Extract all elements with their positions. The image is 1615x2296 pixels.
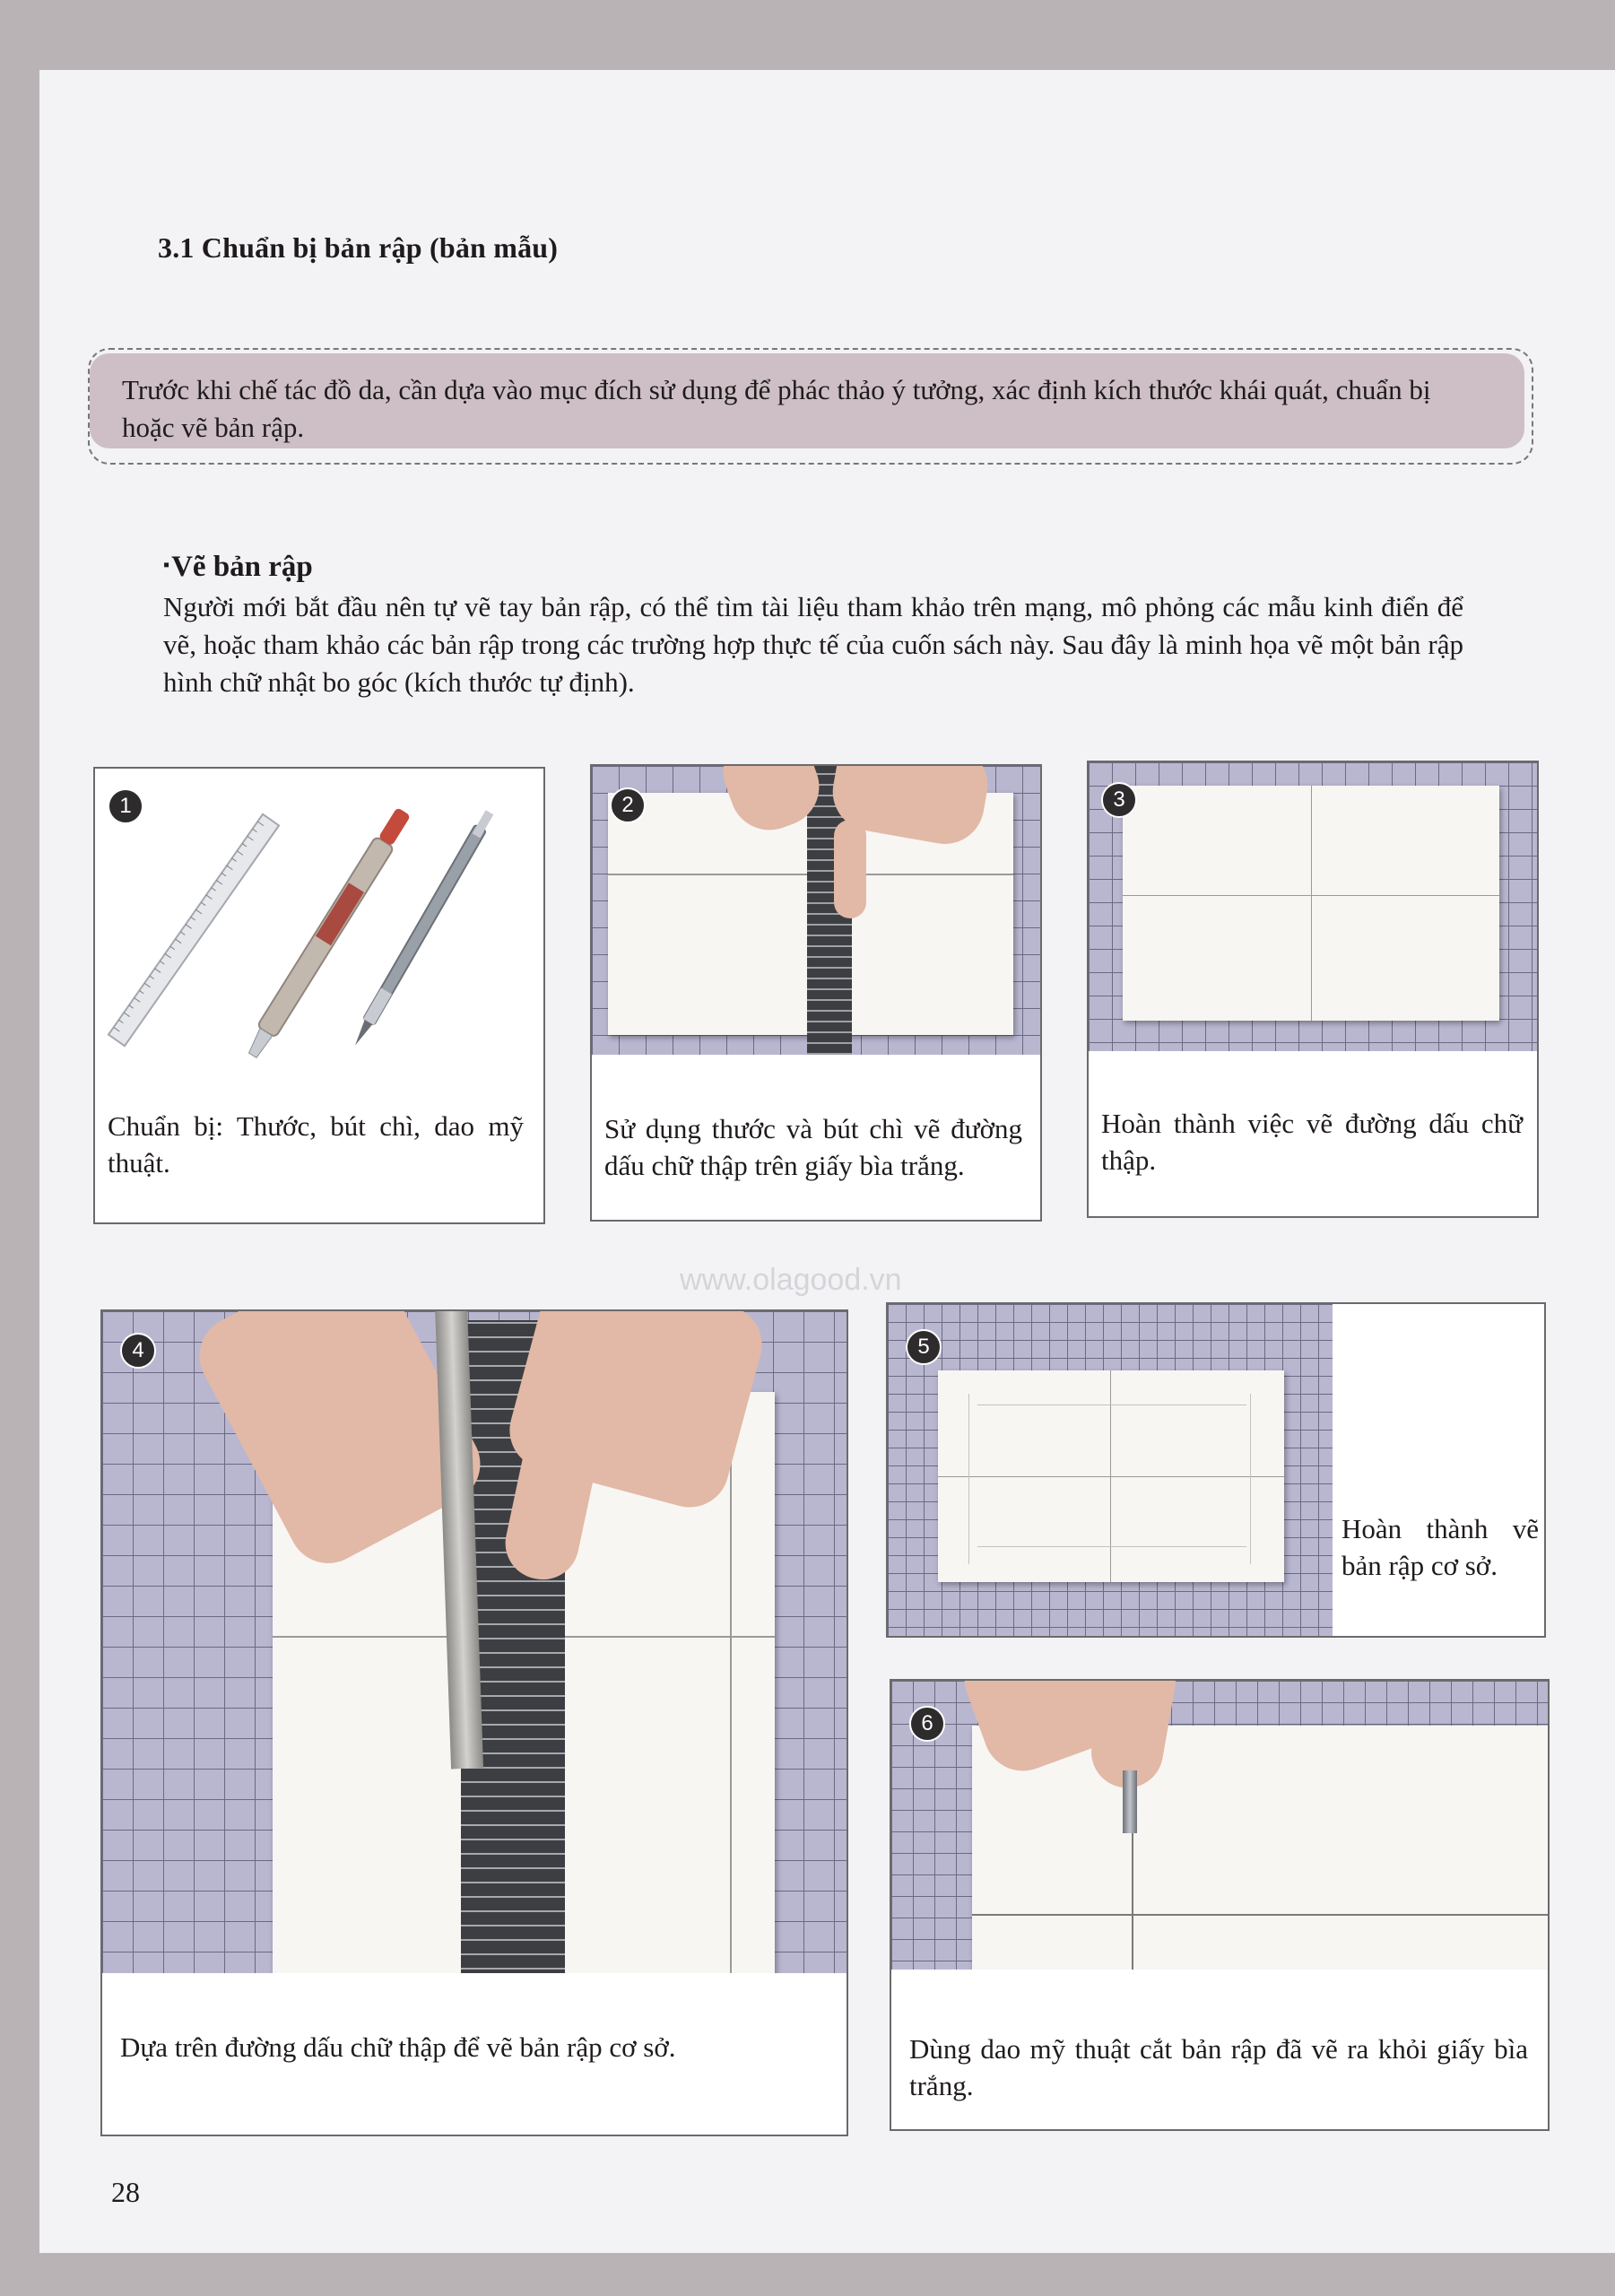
page-number: 28 — [111, 2176, 140, 2208]
note-text: Trước khi chế tác đồ da, cần dựa vào mục đích sử dụng để phác thảo ý tưởng, xác định kích thước khái quát, chuẩn bị hoặc vẽ bản rập. — [122, 374, 1431, 443]
step-5-card — [886, 1302, 1546, 1638]
step-5-number: 5 — [906, 1329, 942, 1365]
watermark: www.olagood.vn — [680, 1263, 902, 1297]
step-3-card — [1087, 761, 1539, 1218]
step-5-photo — [888, 1304, 1333, 1636]
step-6-number: 6 — [909, 1706, 945, 1742]
step-4-photo — [102, 1311, 847, 1973]
step-3-photo — [1089, 762, 1537, 1051]
step-3-caption: Hoàn thành việc vẽ đường dấu chữ thập. — [1101, 1108, 1523, 1176]
subsection-heading-text: Vẽ bản rập — [171, 551, 313, 583]
step-2-caption: Sử dụng thước và bút chì vẽ đường dấu chữ thập trên giấy bìa trắng. — [604, 1113, 1022, 1181]
step-2-card — [590, 764, 1042, 1222]
step-2-photo — [592, 766, 1040, 1055]
subsection-body: Người mới bắt đầu nên tự vẽ tay bản rập, có thể tìm tài liệu tham khảo trên mạng, mô phỏng các mẫu kinh điển để vẽ, hoặc tham khảo các bản rập trong các trường hợp thực tế của cuốn sách này. Sau đây là minh họa vẽ một bản rập hình chữ nhật bo góc (kích thước tự định). — [163, 591, 1463, 698]
step-4-caption: Dựa trên đường dấu chữ thập để vẽ bản rập cơ sở. — [120, 2031, 676, 2063]
step-1-caption: Chuẩn bị: Thước, bút chì, dao mỹ thuật. — [108, 1110, 524, 1178]
step-2-number: 2 — [610, 787, 646, 823]
step-1-number: 1 — [108, 788, 143, 824]
step-4-card — [100, 1309, 848, 2136]
square-bullet-icon: ▪ — [163, 555, 170, 575]
step-4-number: 4 — [120, 1333, 156, 1369]
step-1-photo — [95, 769, 543, 1100]
tools-illustration — [95, 769, 543, 1100]
step-1-card — [93, 767, 545, 1224]
step-6-card — [890, 1679, 1550, 2131]
section-title: 3.1 Chuẩn bị bản rập (bản mẫu) — [158, 231, 559, 264]
step-3-number: 3 — [1101, 782, 1137, 818]
step-6-caption: Dùng dao mỹ thuật cắt bản rập đã vẽ ra khỏi giấy bìa trắng. — [909, 2033, 1528, 2101]
subsection-heading — [163, 551, 313, 584]
step-6-photo — [891, 1681, 1548, 1970]
step-5-caption: Hoàn thành vẽ bản rập cơ sở. — [1341, 1513, 1539, 1581]
